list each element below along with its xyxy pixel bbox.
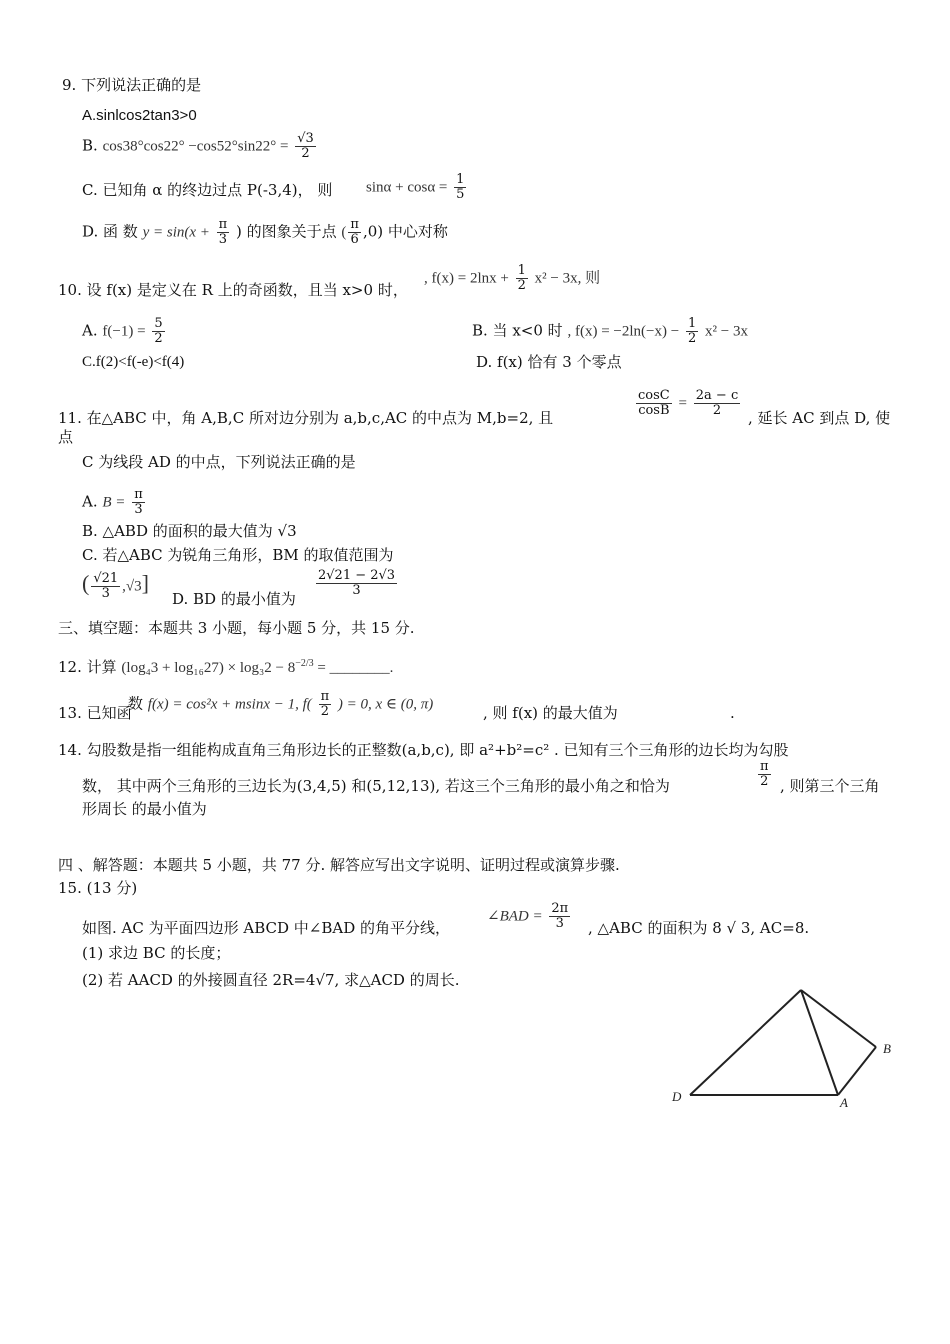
q9-d-den1: 3: [218, 232, 228, 247]
q9-d-tail: ,0) 中心对称: [362, 222, 448, 241]
edge-dc: [690, 990, 801, 1095]
q15-expr-line: [487, 902, 572, 931]
q10-expr-num: 1: [517, 263, 526, 278]
q11-a-expr: B =: [102, 494, 126, 511]
q9-b-label: B.: [82, 136, 98, 155]
q9-c-expr-line: [366, 173, 468, 202]
q12-tail: = ________.: [313, 660, 394, 676]
q15-den: 3: [555, 916, 564, 931]
q13-fraction: [319, 690, 332, 719]
q10-option-b: [472, 317, 748, 346]
quadrilateral-figure: [660, 980, 900, 1110]
q9-d-fraction2: [348, 218, 361, 247]
q13-expr: f(x) = cos²x + msinx − 1, f(: [147, 696, 312, 713]
q9-c-fraction: [454, 173, 466, 202]
q12-label: 12. 计算: [58, 658, 117, 676]
q9-option-c: [82, 180, 332, 200]
q11-cond-den1: cosB: [638, 403, 670, 418]
q11-option-a: [82, 488, 147, 517]
q9-stem: 9. 下列说法正确的是: [62, 76, 202, 94]
q11-c-fraction: [91, 572, 120, 601]
q11-stem-tail: , 延长 AC 到点 D, 使: [748, 409, 891, 427]
q11-option-d: D. BD 的最小值为: [172, 590, 296, 608]
q10-expr-fraction: [516, 264, 528, 293]
q10-b-num: 1: [687, 316, 697, 331]
q11-cond-fraction1: [636, 389, 672, 418]
q13-label: 13. 已知函: [58, 704, 132, 722]
section-4-heading: 四 、解答题：本题共 5 小题，共 77 分. 解答应写出文字说明、证明过程或演算步骤.: [58, 856, 620, 874]
q13-expr-tail: ) = 0, x ∈ (0, π): [337, 696, 434, 713]
q11-c-num1: √21: [93, 571, 119, 586]
q11-d-den: 3: [352, 583, 361, 598]
q15-part2: (2) 若 AACD 的外接圆直径 2R=4√7, 求△ACD 的周长.: [82, 971, 460, 989]
figure-label-a: A: [840, 1095, 848, 1110]
q9-c-den: 5: [456, 187, 465, 202]
q11-option-b: B. △ABD 的面积的最大值为 √3: [82, 522, 297, 540]
q11-stem2: C 为线段 AD 的中点，下列说法正确的是: [82, 453, 356, 471]
q9-b-den: 2: [301, 146, 310, 161]
q14-num: π: [760, 759, 769, 774]
q12-exp: −2/3: [295, 658, 314, 669]
q9-c-expr: sinα + cosα =: [366, 179, 448, 196]
q11-condition: [634, 389, 742, 418]
q15-expr: ∠BAD =: [487, 908, 543, 925]
q11-c-tail: ,√3: [122, 578, 142, 595]
q13-expr-line: [128, 690, 433, 719]
q14-line3: 形周长 的最小值为: [82, 800, 207, 818]
q12: [58, 654, 393, 678]
q10-expr-tail: x² − 3x, 则: [534, 270, 601, 287]
q9-d-fraction1: [217, 218, 230, 247]
q15-num: 2π: [551, 901, 569, 916]
q13-dot: .: [730, 704, 735, 722]
q10-stem: 10. 设 f(x) 是定义在 R 上的奇函数，且当 x>0 时，: [58, 281, 408, 299]
q15-fraction: [549, 902, 570, 931]
edge-ca: [801, 990, 838, 1095]
q15-line1b: , △ABC 的面积为 8 √ 3, AC=8.: [588, 919, 810, 937]
q10-b-expr: , f(x) = −2ln(−x) −: [567, 323, 680, 340]
q14-line2b: , 则第三个三角: [780, 777, 880, 795]
q10-a-den: 2: [154, 331, 163, 346]
q9-option-b: [82, 132, 318, 161]
edge-ab: [838, 1047, 876, 1095]
q11-d-expr: [314, 569, 399, 598]
q10-option-a: [82, 317, 167, 346]
q14-den: 2: [760, 774, 769, 789]
q10-a-fraction: [152, 317, 164, 346]
q10-option-c: C.f(2)<f(-e)<f(4): [82, 354, 185, 370]
q11-a-label: A.: [82, 492, 98, 511]
q11-stem: 11. 在△ABC 中，角 A,B,C 所对边分别为 a,b,c,AC 的中点为 M,b=2, 且: [58, 409, 554, 427]
q15-header: 15. (13 分): [58, 879, 138, 897]
q11-a-den: 3: [134, 502, 143, 517]
q10-b-tail: x² − 3x: [705, 323, 748, 340]
q13-den: 2: [320, 704, 329, 719]
q14-fraction: [758, 760, 771, 789]
q12-expr: (log₄3 + log₁₆27) × log₃2 − 8: [121, 660, 296, 676]
q13-num: π: [320, 689, 330, 704]
q11-a-num: π: [134, 487, 143, 502]
q9-d-mid: ) 的图象关于点: [236, 222, 337, 241]
q10-expr-line: [424, 264, 600, 293]
figure-label-b: B: [883, 1041, 891, 1056]
q10-expr: , f(x) = 2lnx +: [424, 270, 509, 287]
q11-cond-eq: =: [678, 395, 687, 412]
q10-b-fraction: [686, 317, 698, 346]
q14-line1: 14. 勾股数是指一组能构成直角三角形边长的正整数(a,b,c), 即 a²+b²=c² . 已知有三个三角形的边长均为勾股: [58, 741, 789, 759]
q14-line2a: 数， 其中两个三角形的三边长为(3,4,5) 和(5,12,13), 若这三个三角形的最小角之和恰为: [82, 777, 670, 795]
q9-c-num: 1: [456, 172, 465, 187]
q9-option-a: A.sinlcos2tan3>0: [82, 107, 197, 124]
q10-b-den: 2: [687, 331, 697, 346]
q11-c-range: ( $\frac{√21}{3}$ ,√3]: [82, 570, 149, 601]
q10-a-label: A.: [82, 321, 98, 340]
q15-line1a: 如图. AC 为平面四边形 ABCD 中∠BAD 的角平分线，: [82, 919, 451, 937]
q11-cond-num2: 2a − c: [695, 388, 739, 403]
q11-cond-num1: cosC: [638, 388, 670, 403]
q11-d-num: 2√21 − 2√3: [318, 568, 396, 583]
q9-d-expr1: y = sin(x +: [142, 224, 210, 241]
q10-expr-den: 2: [517, 278, 526, 293]
q10-option-d: D. f(x) 恰有 3 个零点: [476, 353, 622, 371]
figure-label-d: D: [672, 1089, 682, 1104]
q9-b-num: √3: [297, 131, 314, 146]
edge-cb: [801, 990, 876, 1047]
q11-stem-wrap: 点: [58, 428, 74, 446]
q13-tail: , 则 f(x) 的最大值为: [483, 704, 618, 722]
q11-cond-den2: 2: [712, 403, 722, 418]
q9-d-num1: π: [218, 217, 228, 232]
q14-fraction-wrap: [756, 760, 773, 789]
q11-a-fraction: [132, 488, 145, 517]
section-3-heading: 三、填空题：本题共 3 小题，每小题 5 分，共 15 分.: [58, 619, 415, 637]
q9-b-expr: cos38°cos22° −cos52°sin22° =: [102, 138, 289, 155]
q10-a-num: 5: [154, 316, 163, 331]
q11-d-fraction: [316, 569, 397, 598]
q11-cond-fraction2: [694, 389, 740, 418]
q10-a-expr: f(−1) =: [102, 323, 146, 340]
q9-d-den2: 6: [350, 232, 359, 247]
q9-c-text: C. 已知角 α 的终边过点 P(-3,4)， 则: [82, 181, 333, 199]
q11-c-den1: 3: [101, 586, 110, 601]
q9-b-fraction: [295, 132, 316, 161]
q9-d-num2: π: [350, 217, 359, 232]
q10-b-label: B. 当 x<0 时: [472, 321, 563, 340]
q15-part1: (1) 求边 BC 的长度；: [82, 944, 231, 962]
q11-option-c: C. 若△ABC 为锐角三角形，BM 的取值范围为: [82, 546, 394, 564]
q13-shu: 数: [128, 694, 144, 713]
q9-d-label: D. 函 数: [82, 222, 138, 241]
q9-option-d: D. 函 数 y = sin(x + $\frac{\pi}{3}$ ) 的图象关于点 ( $\frac{\pi}{6}$ ,0) 中心对称: [82, 217, 448, 247]
